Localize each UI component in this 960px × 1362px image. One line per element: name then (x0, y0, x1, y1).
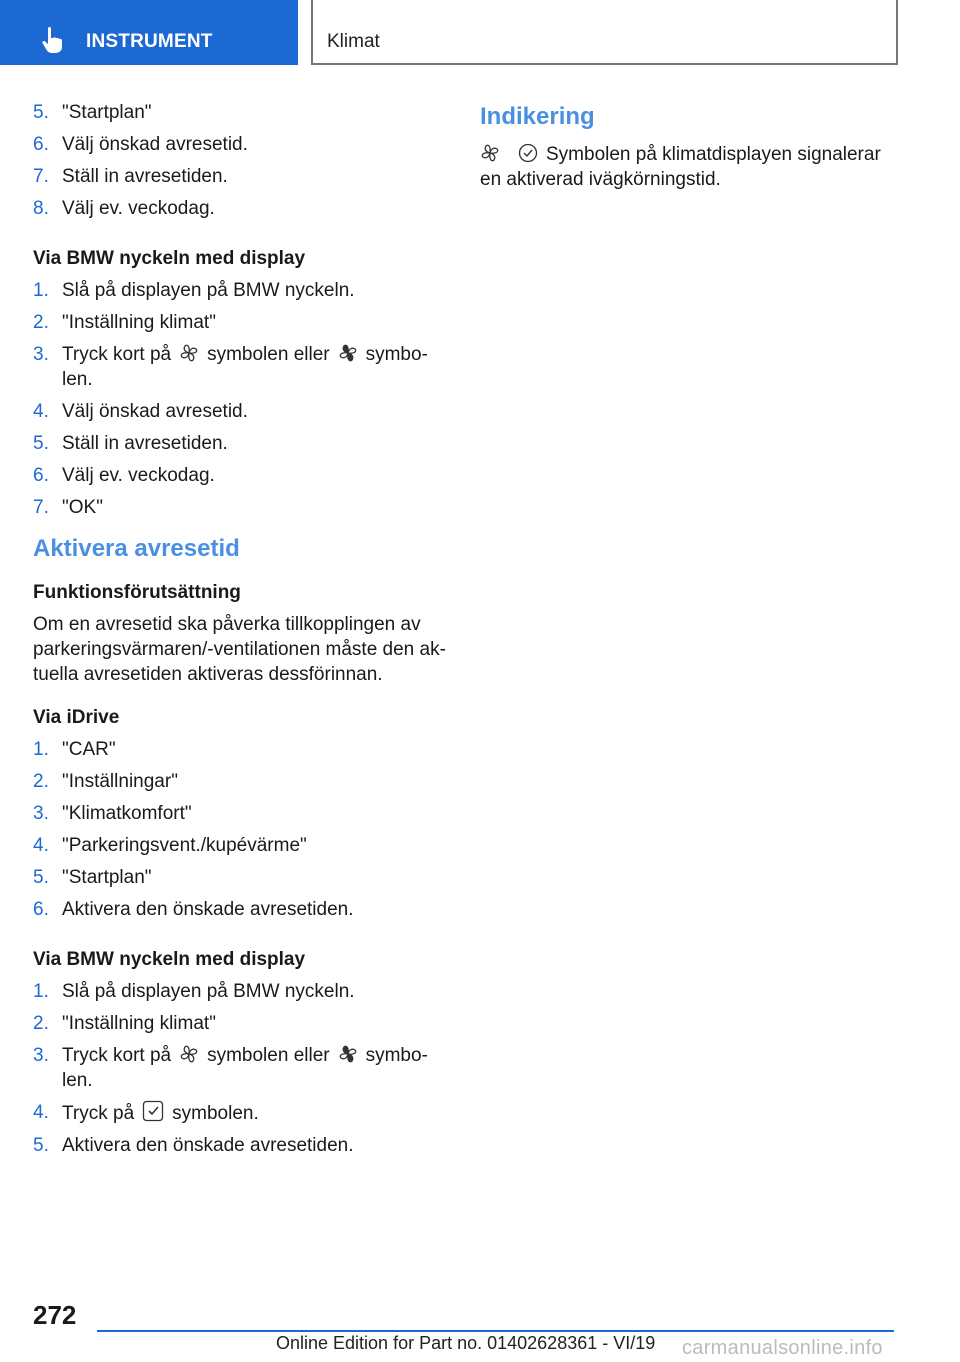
list-item (33, 100, 448, 125)
step-text: "Parkeringsvent./kupévärme" (62, 835, 307, 856)
step-text: symbolen. (172, 1103, 259, 1124)
clock-icon (518, 143, 538, 163)
chapter-label: Klimat (327, 31, 380, 52)
fan-icon (480, 143, 500, 163)
key-display-heading: Via BMW nyckeln med display (33, 248, 306, 269)
step-number: 1. (33, 739, 49, 760)
list-item (33, 431, 448, 456)
edition-text: Online Edition for Part no. 01402628361 - VI/19 (276, 1333, 656, 1353)
page-number: 272 (33, 1300, 77, 1330)
left-column (33, 100, 448, 1165)
steps-list-d (33, 979, 448, 1158)
chapter-tab (311, 0, 898, 65)
key-display-heading: Via BMW nyckeln med display (33, 949, 306, 970)
step-text: Välj önskad avresetid. (62, 134, 248, 155)
indication-line-2: en aktiverad ivägkörningstid. (480, 169, 721, 190)
step-text: "Klimatkomfort" (62, 803, 192, 824)
step-text: Slå på displayen på BMW nyckeln. (62, 981, 355, 1002)
indication-heading: Indikering (480, 103, 595, 130)
footer-divider (97, 1330, 894, 1332)
list-item (33, 769, 448, 794)
watermark: carmanualsonline.info (682, 1337, 883, 1359)
step-text: "CAR" (62, 739, 116, 760)
list-item (33, 1043, 448, 1093)
step-text: Slå på displayen på BMW nyckeln. (62, 280, 355, 301)
list-item (33, 801, 448, 826)
list-item (33, 463, 448, 488)
step-number: 3. (33, 803, 49, 824)
list-item (33, 865, 448, 890)
list-item (33, 897, 448, 922)
step-number: 7. (33, 497, 49, 518)
step-number: 6. (33, 134, 49, 155)
right-column (480, 100, 900, 192)
ventilation-icon (338, 1044, 358, 1064)
step-text: "Startplan" (62, 867, 152, 888)
steps-list-b (33, 278, 448, 520)
steps-list-c (33, 737, 448, 922)
step-number: 1. (33, 981, 49, 1002)
step-text: symbolen eller (207, 344, 330, 365)
precondition-text: Om en avresetid ska påverka tillkopplingen av parkeringsvärmaren/-ventilationen måste den ak- tuella avresetiden aktiveras dessförinnan. (33, 614, 446, 685)
list-item (33, 342, 448, 392)
list-item (33, 310, 448, 335)
step-number: 2. (33, 312, 49, 333)
list-item (33, 833, 448, 858)
step-number: 1. (33, 280, 49, 301)
step-number: 2. (33, 1013, 49, 1034)
step-text: "Inställningar" (62, 771, 178, 792)
step-text: Aktivera den önskade avresetiden. (62, 899, 354, 920)
step-text: symbo- (365, 344, 428, 365)
list-item (33, 164, 448, 189)
step-number: 3. (33, 344, 49, 365)
list-item (33, 1011, 448, 1036)
list-item (33, 1133, 448, 1158)
step-text: Tryck kort på (62, 344, 172, 365)
checkbox-icon (142, 1100, 164, 1122)
section-heading: Aktivera avresetid (33, 535, 240, 562)
step-text: Tryck på (62, 1103, 135, 1124)
list-item (33, 737, 448, 762)
step-number: 4. (33, 835, 49, 856)
step-number: 3. (33, 1045, 49, 1066)
step-number: 6. (33, 899, 49, 920)
fan-icon (179, 343, 199, 363)
step-number: 6. (33, 465, 49, 486)
step-number: 5. (33, 102, 49, 123)
step-text: len. (62, 369, 93, 390)
step-text: "Inställning klimat" (62, 312, 216, 333)
step-text: "Inställning klimat" (62, 1013, 216, 1034)
list-item (33, 132, 448, 157)
list-item (33, 196, 448, 221)
step-number: 5. (33, 433, 49, 454)
step-text: symbo- (365, 1045, 428, 1066)
step-text: Välj ev. veckodag. (62, 198, 215, 219)
indication-line-1: Symbolen på klimatdisplayen signalerar (546, 144, 881, 165)
step-text: Välj ev. veckodag. (62, 465, 215, 486)
list-item (33, 399, 448, 424)
step-text: "OK" (62, 497, 103, 518)
idrive-heading: Via iDrive (33, 707, 120, 728)
list-item (33, 979, 448, 1004)
list-item (33, 1100, 448, 1126)
section-label: INSTRUMENT (86, 31, 213, 52)
fan-icon (179, 1044, 199, 1064)
step-text: Tryck kort på (62, 1045, 172, 1066)
ventilation-icon (338, 343, 358, 363)
step-text: Ställ in avresetiden. (62, 166, 228, 187)
step-text: Ställ in avresetiden. (62, 433, 228, 454)
step-text: len. (62, 1070, 93, 1091)
hand-pointer-icon (40, 26, 66, 54)
step-number: 4. (33, 401, 49, 422)
step-number: 5. (33, 1135, 49, 1156)
precondition-heading: Funktionsförutsättning (33, 582, 241, 603)
step-text: symbolen eller (207, 1045, 330, 1066)
step-number: 4. (33, 1102, 49, 1123)
list-item (33, 278, 448, 303)
list-item (33, 495, 448, 520)
indication-text (480, 142, 900, 192)
steps-list-a (33, 100, 448, 221)
step-text: Aktivera den önskade avresetiden. (62, 1135, 354, 1156)
step-number: 2. (33, 771, 49, 792)
step-number: 5. (33, 867, 49, 888)
step-text: Välj önskad avresetid. (62, 401, 248, 422)
section-tab (0, 0, 298, 65)
step-number: 8. (33, 198, 49, 219)
step-number: 7. (33, 166, 49, 187)
step-text: "Startplan" (62, 102, 152, 123)
